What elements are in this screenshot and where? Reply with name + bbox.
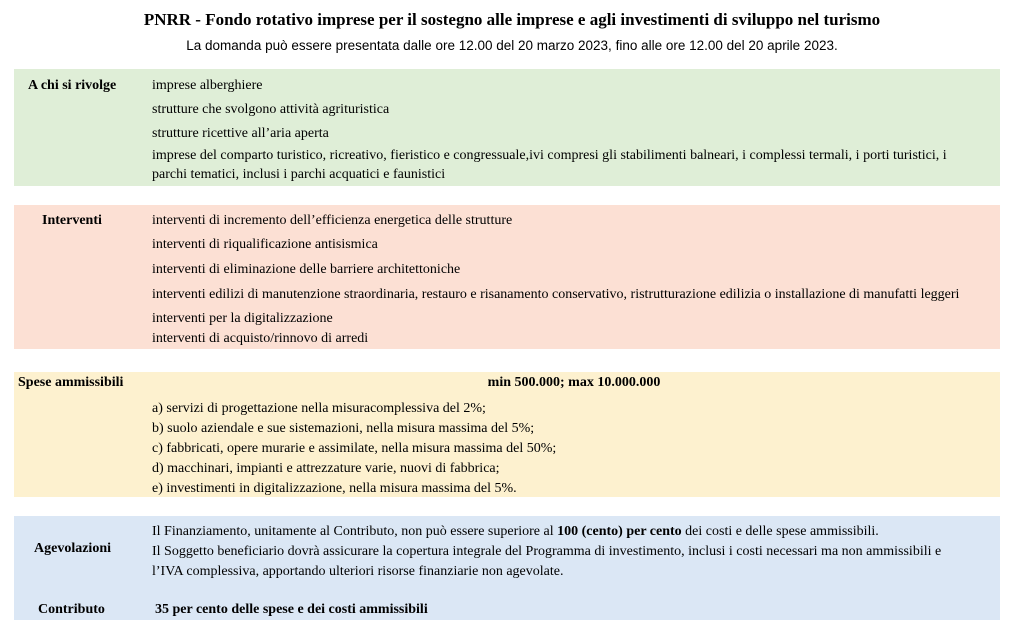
list-item: interventi di incremento dell’efficienza energetica delle strutture (152, 213, 513, 228)
list-item: imprese alberghiere (152, 78, 263, 93)
list-item: interventi di acquisto/rinnovo di arredi (152, 331, 369, 346)
agevolazioni-line-3: l’IVA complessiva, apportando ulteriori risorse finanziarie non agevolate. (152, 564, 564, 579)
section-interventi (14, 205, 1000, 349)
list-item: interventi edilizi di manutenzione straordinaria, restauro e risanamento conservativo, ristrutturazione edilizia o installazione di manufatti leggeri (152, 287, 960, 302)
list-item: interventi per la digitalizzazione (152, 311, 333, 326)
page-title: PNRR - Fondo rotativo imprese per il sostegno alle imprese e agli investimenti di sviluppo nel turismo (143, 10, 881, 29)
section-beneficiari (14, 69, 1000, 186)
section-spese (14, 372, 1000, 497)
list-item: a) servizi di progettazione nella misuracomplessiva del 2%; (152, 401, 486, 416)
section-label-interventi: Interventi (42, 213, 102, 228)
page-subtitle: La domanda può essere presentata dalle ore 12.00 del 20 marzo 2023, fino alle ore 12.00 del 20 aprile 2023. (186, 38, 838, 53)
list-item: d) macchinari, impianti e attrezzature varie, nuovi di fabbrica; (152, 461, 500, 476)
list-item: e) investimenti in digitalizzazione, nella misura massima del 5%. (152, 481, 517, 496)
list-item: interventi di eliminazione delle barriere architettoniche (152, 262, 461, 277)
section-label-contributo: Contributo (38, 602, 105, 617)
list-item: strutture ricettive all’aria aperta (152, 126, 329, 141)
spese-range: min 500.000; max 10.000.000 (487, 375, 661, 390)
contributo-value: 35 per cento delle spese e dei costi ammissibili (155, 602, 428, 617)
agevolazioni-percentage: 100 (cento) per cento (557, 524, 682, 539)
section-label-spese: Spese ammissibili (18, 375, 124, 390)
list-item: parchi tematici, inclusi i parchi acquatici e faunistici (152, 167, 446, 182)
agevolazioni-line-1 (152, 524, 879, 540)
section-agevolazioni (14, 516, 1000, 620)
list-item: strutture che svolgono attività agrituristica (152, 102, 390, 117)
list-item: interventi di riqualificazione antisismica (152, 237, 378, 252)
agevolazioni-line-2: Il Soggetto beneficiario dovrà assicurare la copertura integrale del Programma di investimento, inclusi i costi necessari ma non ammissibili e (152, 544, 942, 559)
list-item: imprese del comparto turistico, ricreativo, fieristico e congressuale,ivi compresi gli stabilimenti balneari, i complessi termali, i porti turistici, i (152, 148, 947, 163)
agevolazioni-line-1-start: Il Finanziamento, unitamente al Contributo, non può essere superiore al (152, 524, 558, 539)
list-item: c) fabbricati, opere murarie e assimilate, nella misura massima del 50%; (152, 441, 557, 456)
agevolazioni-line-1-end: dei costi e delle spese ammissibili. (681, 524, 879, 539)
list-item: b) suolo aziendale e sue sistemazioni, nella misura massima del 5%; (152, 421, 535, 436)
section-label-agevolazioni: Agevolazioni (34, 541, 111, 556)
section-label-beneficiari: A chi si rivolge (28, 78, 117, 93)
